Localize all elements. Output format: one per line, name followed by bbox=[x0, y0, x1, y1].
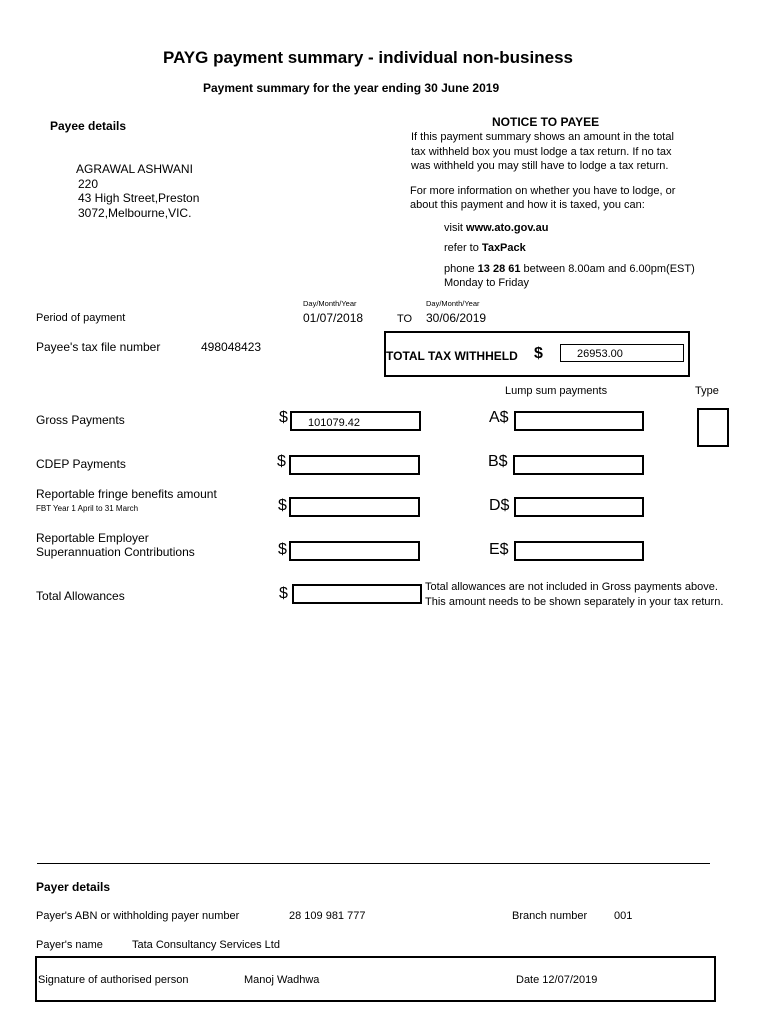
notice-visit bbox=[444, 222, 549, 234]
payer-heading: Payer details bbox=[36, 880, 111, 894]
payer-abn: 28 109 981 777 bbox=[289, 910, 366, 922]
phone-prefix: phone bbox=[444, 263, 475, 275]
period-from: 01/07/2018 bbox=[303, 311, 364, 325]
notice-heading: NOTICE TO PAYEE bbox=[492, 115, 600, 129]
notice-text: If this payment summary shows an amount in the total bbox=[411, 131, 674, 143]
branch-label: Branch number bbox=[512, 910, 588, 922]
payee-address-line3: 3072,Melbourne,VIC. bbox=[78, 206, 192, 220]
period-to-label: TO bbox=[397, 313, 413, 325]
payer-name-label: Payer's name bbox=[36, 939, 103, 951]
lump-a-label: A$ bbox=[489, 409, 509, 426]
lump-d-field[interactable] bbox=[514, 497, 644, 517]
gross-field[interactable] bbox=[290, 411, 421, 431]
date-format-label: Day/Month/Year bbox=[303, 299, 357, 308]
tfn-label: Payee's tax file number bbox=[36, 340, 161, 354]
lump-e-field[interactable] bbox=[514, 541, 644, 561]
super-label-line2: Superannuation Contributions bbox=[36, 545, 195, 559]
cdep-label: CDEP Payments bbox=[36, 457, 126, 471]
divider bbox=[37, 863, 710, 864]
phone-number: 13 28 61 bbox=[477, 263, 521, 275]
page-subtitle: Payment summary for the year ending 30 June 2019 bbox=[203, 81, 500, 95]
payee-address-line2: 43 High Street,Preston bbox=[78, 191, 200, 205]
refer-prefix: refer to bbox=[444, 242, 479, 254]
date-format-label: Day/Month/Year bbox=[426, 299, 480, 308]
type-field[interactable] bbox=[697, 408, 729, 447]
cdep-currency: $ bbox=[277, 453, 286, 470]
total-tax-value: 26953.00 bbox=[577, 348, 623, 360]
gross-label: Gross Payments bbox=[36, 413, 125, 427]
ato-link[interactable]: www.ato.gov.au bbox=[466, 222, 549, 234]
gross-value: 101079.42 bbox=[308, 417, 360, 429]
gross-currency: $ bbox=[279, 409, 288, 426]
allowances-label: Total Allowances bbox=[36, 589, 125, 603]
type-label: Type bbox=[695, 385, 719, 397]
payer-name: Tata Consultancy Services Ltd bbox=[132, 939, 280, 951]
payee-heading: Payee details bbox=[50, 119, 127, 133]
allowances-note-line1: Total allowances are not included in Gross payments above. bbox=[425, 581, 718, 593]
fringe-currency: $ bbox=[278, 497, 287, 514]
signature-date: Date 12/07/2019 bbox=[516, 974, 598, 986]
taxpack-name: TaxPack bbox=[481, 242, 526, 254]
total-tax-currency: $ bbox=[534, 345, 543, 362]
lump-a-field[interactable] bbox=[514, 411, 644, 431]
payee-address-line1: 220 bbox=[78, 177, 99, 191]
total-tax-label: TOTAL TAX WITHHELD bbox=[386, 349, 518, 363]
lump-d-label: D$ bbox=[489, 497, 510, 514]
signature-label: Signature of authorised person bbox=[38, 974, 189, 986]
cdep-field[interactable] bbox=[289, 455, 420, 475]
payer-abn-label: Payer's ABN or withholding payer number bbox=[36, 910, 240, 922]
fringe-field[interactable] bbox=[289, 497, 420, 517]
visit-prefix: visit bbox=[444, 222, 463, 234]
fringe-label: Reportable fringe benefits amount bbox=[36, 487, 217, 501]
notice-phone bbox=[444, 263, 695, 275]
phone-days: Monday to Friday bbox=[444, 277, 529, 289]
branch-number: 001 bbox=[614, 910, 633, 922]
total-tax-field[interactable] bbox=[560, 344, 684, 362]
lump-sum-heading: Lump sum payments bbox=[505, 385, 608, 397]
notice-text: about this payment and how it is taxed, you can: bbox=[410, 199, 645, 211]
notice-text: tax withheld box you must lodge a tax return. If no tax bbox=[411, 146, 672, 158]
notice-text: was withheld you may still have to lodge a tax return. bbox=[411, 160, 669, 172]
fringe-sublabel: FBT Year 1 April to 31 March bbox=[36, 504, 139, 513]
tfn-value: 498048423 bbox=[201, 340, 262, 354]
allowances-currency: $ bbox=[279, 585, 288, 602]
super-label-line1: Reportable Employer bbox=[36, 531, 149, 545]
super-currency: $ bbox=[278, 541, 287, 558]
notice-refer bbox=[444, 242, 526, 254]
super-field[interactable] bbox=[289, 541, 420, 561]
phone-hours: between 8.00am and 6.00pm(EST) bbox=[523, 263, 695, 275]
lump-b-field[interactable] bbox=[513, 455, 644, 475]
allowances-field[interactable] bbox=[292, 584, 422, 604]
payee-name: AGRAWAL ASHWANI bbox=[76, 162, 193, 176]
signatory-name: Manoj Wadhwa bbox=[244, 974, 320, 986]
lump-e-label: E$ bbox=[489, 541, 509, 558]
allowances-note-line2: This amount needs to be shown separately in your tax return. bbox=[425, 596, 724, 608]
period-label: Period of payment bbox=[36, 312, 126, 324]
page-title: PAYG payment summary - individual non-business bbox=[163, 48, 573, 67]
notice-text: For more information on whether you have to lodge, or bbox=[410, 185, 676, 197]
period-to: 30/06/2019 bbox=[426, 311, 487, 325]
lump-b-label: B$ bbox=[488, 453, 508, 470]
